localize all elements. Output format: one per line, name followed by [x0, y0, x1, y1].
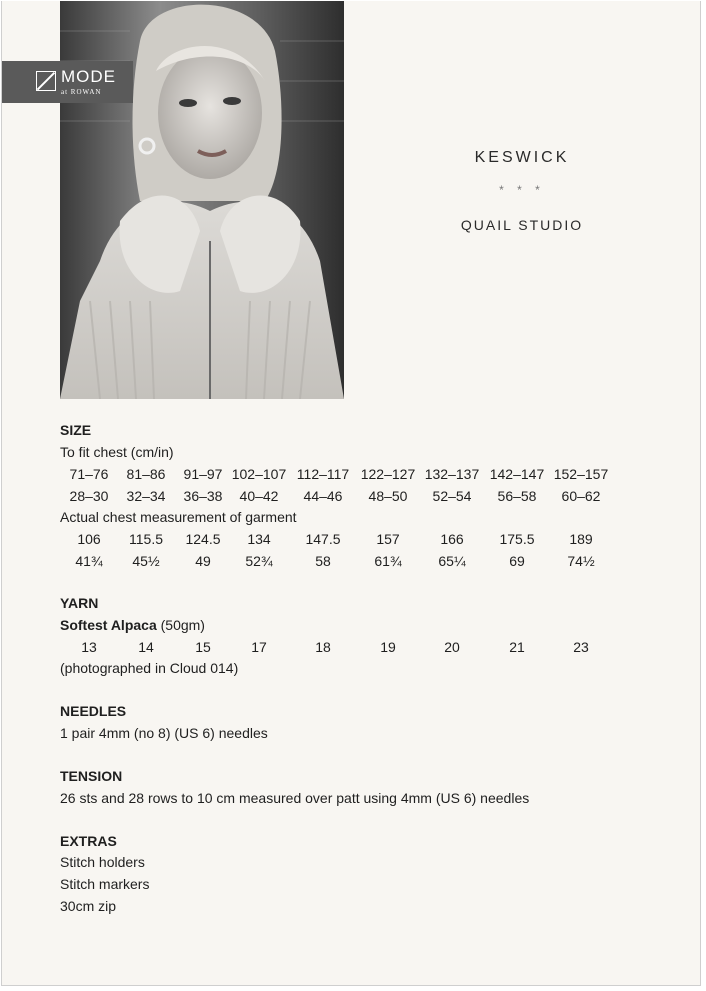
designer-name: QUAIL STUDIO: [460, 217, 584, 233]
yarn-note: (photographed in Cloud 014): [60, 660, 239, 676]
actual-in-cell: 49: [195, 553, 211, 569]
chest-cm-cell: 102–107: [231, 466, 287, 482]
chest-in-cell: 56–58: [497, 488, 537, 504]
yarn-balls-row: [2, 639, 642, 659]
chest-cm-cell: 132–137: [424, 466, 480, 482]
chest-in-cell: 40–42: [239, 488, 279, 504]
yarn-balls-cell: 23: [573, 639, 589, 655]
needles-heading: NEEDLES: [60, 703, 127, 719]
actual-in-cell: 41¾: [75, 553, 103, 569]
chest-in-cell: 44–46: [303, 488, 343, 504]
chest-in-row: [2, 488, 642, 508]
yarn-balls-cell: 21: [509, 639, 525, 655]
actual-cm-cell: 115.5: [129, 531, 163, 547]
actual-in-cell: 69: [509, 553, 525, 569]
actual-cm-cell: 134: [247, 531, 271, 547]
chest-in-cell: 28–30: [69, 488, 109, 504]
actual-cm-row: [2, 531, 642, 551]
yarn-balls-cell: 14: [138, 639, 154, 655]
actual-cm-cell: 157: [376, 531, 400, 547]
chest-in-cell: 32–34: [126, 488, 166, 504]
actual-cm-cell: 124.5: [185, 531, 221, 547]
actual-cm-cell: 189: [569, 531, 593, 547]
actual-in-cell: 65¼: [438, 553, 466, 569]
needles-text: 1 pair 4mm (no 8) (US 6) needles: [60, 725, 268, 741]
stars-divider: * * *: [499, 183, 545, 197]
chest-cm-cell: 71–76: [69, 466, 109, 482]
chest-in-cell: 48–50: [368, 488, 408, 504]
actual-cm-cell: 175.5: [499, 531, 535, 547]
actual-in-row: [2, 553, 642, 573]
chest-cm-row: [2, 466, 642, 486]
chest-cm-cell: 112–117: [296, 466, 350, 482]
extras-item: Stitch markers: [60, 876, 150, 892]
logo-sub: at ROWAN: [61, 88, 102, 96]
chest-in-cell: 36–38: [183, 488, 223, 504]
chest-cm-cell: 122–127: [360, 466, 416, 482]
yarn-weight: (50gm): [156, 617, 205, 633]
actual-cm-cell: 106: [77, 531, 101, 547]
pattern-name: KESWICK: [474, 149, 570, 166]
chest-cm-cell: 142–147: [489, 466, 545, 482]
chest-label: To fit chest (cm/in): [60, 444, 174, 460]
logo-mark-icon: [36, 71, 56, 91]
actual-in-cell: 74½: [567, 553, 595, 569]
chest-cm-cell: 91–97: [183, 466, 223, 482]
chest-in-cell: 52–54: [432, 488, 472, 504]
actual-chest-label: Actual chest measurement of garment: [60, 509, 297, 525]
tension-text: 26 sts and 28 rows to 10 cm measured over patt using 4mm (US 6) needles: [60, 790, 530, 806]
chest-cm-cell: 81–86: [126, 466, 166, 482]
yarn-balls-cell: 15: [195, 639, 211, 655]
yarn-balls-cell: 13: [81, 639, 97, 655]
extras-heading: EXTRAS: [60, 833, 117, 849]
yarn-balls-cell: 20: [444, 639, 460, 655]
yarn-heading: YARN: [60, 595, 99, 611]
actual-in-cell: 61¾: [374, 553, 402, 569]
actual-in-cell: 58: [315, 553, 331, 569]
pattern-page: [1, 1, 701, 986]
actual-cm-cell: 166: [440, 531, 464, 547]
actual-cm-cell: 147.5: [305, 531, 341, 547]
actual-in-cell: 52¾: [245, 553, 273, 569]
actual-in-cell: 45½: [132, 553, 160, 569]
logo-brand: MODE: [61, 67, 116, 86]
mode-at-rowan-logo: [2, 61, 133, 103]
yarn-balls-cell: 17: [251, 639, 267, 655]
yarn-name: Softest Alpaca: [60, 617, 157, 633]
chest-in-cell: 60–62: [561, 488, 601, 504]
yarn-balls-cell: 18: [315, 639, 331, 655]
tension-heading: TENSION: [60, 768, 123, 784]
size-heading: SIZE: [60, 422, 92, 438]
yarn-balls-cell: 19: [380, 639, 396, 655]
chest-cm-cell: 152–157: [553, 466, 609, 482]
yarn-line: [60, 617, 205, 633]
extras-item: Stitch holders: [60, 854, 145, 870]
extras-item: 30cm zip: [60, 898, 117, 914]
